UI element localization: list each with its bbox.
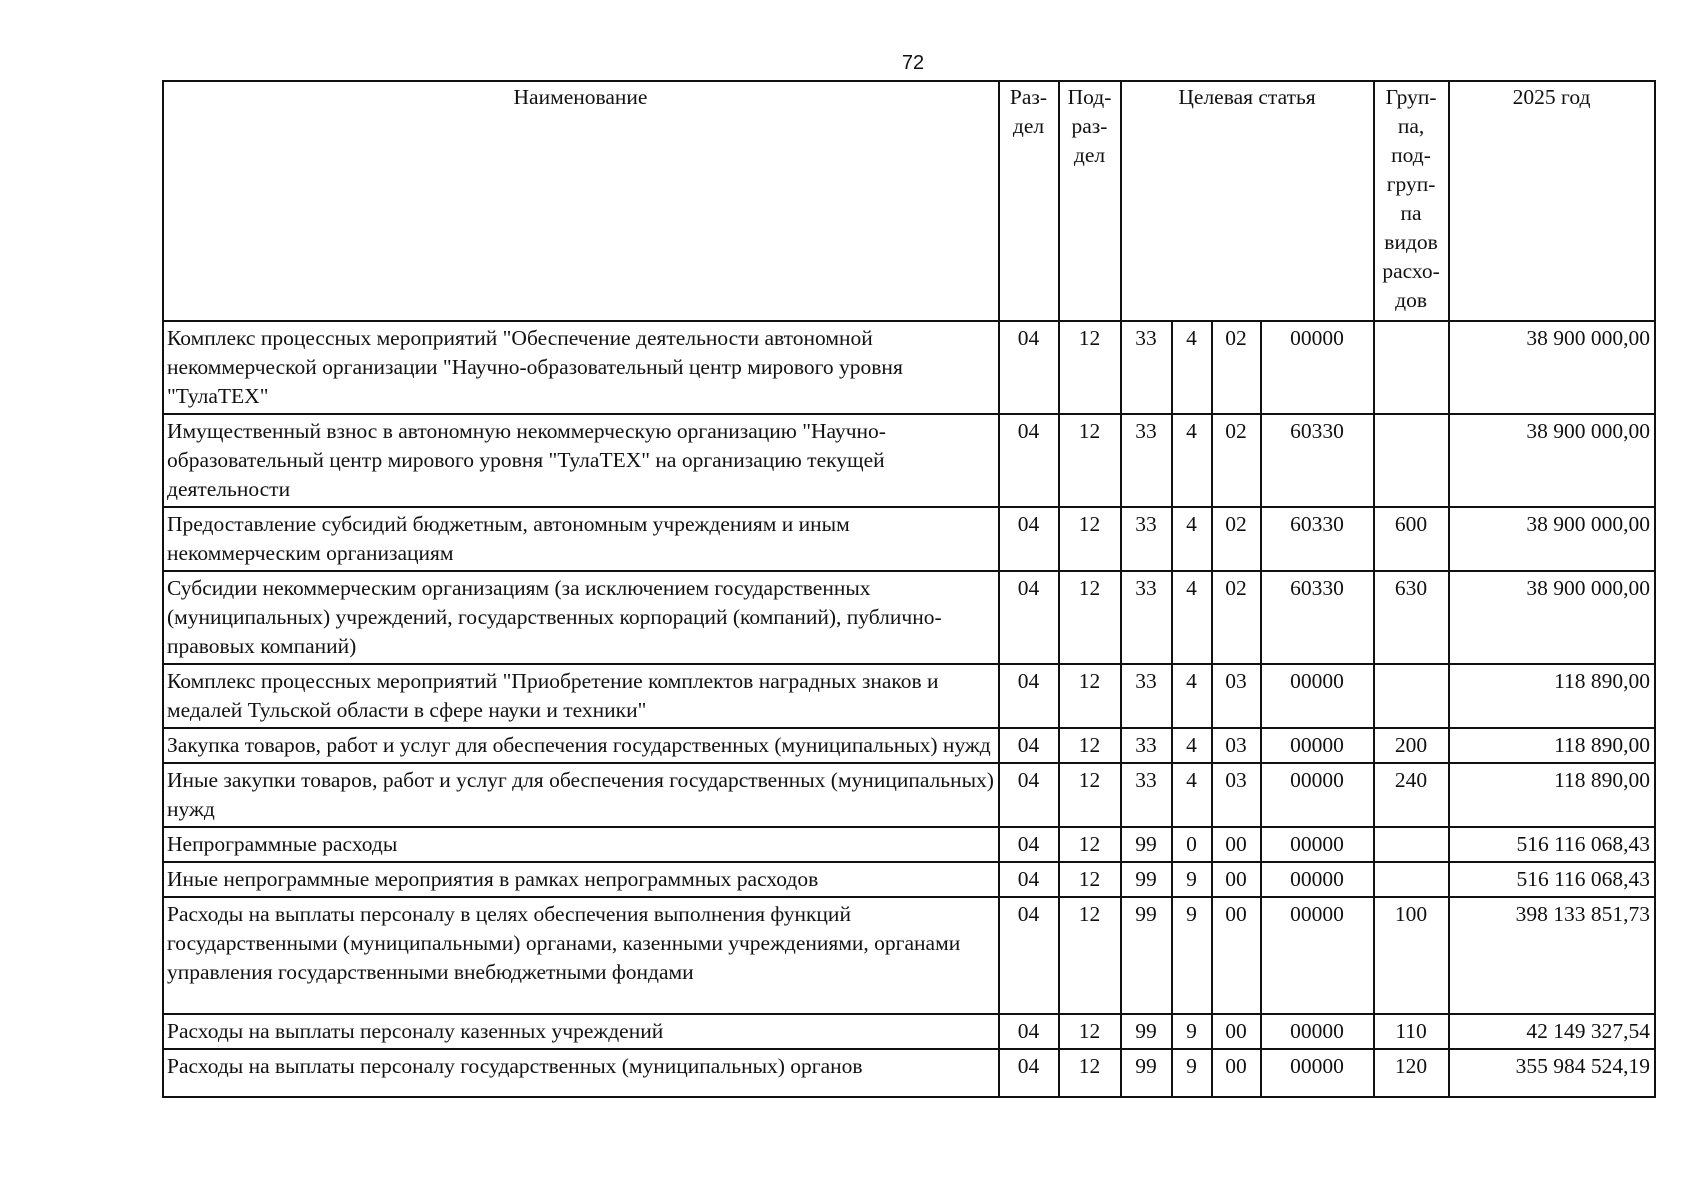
row-expense-group: 120 — [1374, 1049, 1449, 1097]
row-name: Иные закупки товаров, работ и услуг для обеспечения государственных (муниципальных) нужд — [163, 763, 999, 827]
row-target-subprogram: 00 — [1212, 1049, 1261, 1097]
row-target-direction: 00000 — [1261, 763, 1374, 827]
row-target-subprogram: 00 — [1212, 1014, 1261, 1049]
row-name: Закупка товаров, работ и услуг для обеспечения государственных (муниципальных) нужд — [163, 728, 999, 763]
table-row — [163, 728, 1655, 763]
row-amount: 38 900 000,00 — [1449, 321, 1655, 414]
row-podrazdel: 12 — [1059, 571, 1121, 664]
row-target-type: 4 — [1172, 728, 1212, 763]
header-group-line: груп- — [1386, 172, 1436, 196]
table-header-row — [163, 81, 1655, 321]
row-target-type: 4 — [1172, 763, 1212, 827]
header-podrazdel-line: Под- — [1067, 85, 1112, 109]
row-target-subprogram: 02 — [1212, 507, 1261, 571]
row-podrazdel: 12 — [1059, 728, 1121, 763]
budget-table — [162, 80, 1656, 1098]
header-year-2025: 2025 год — [1449, 81, 1655, 321]
row-razdel: 04 — [999, 1049, 1059, 1097]
row-target-program: 33 — [1121, 664, 1172, 728]
table-row — [163, 827, 1655, 862]
row-target-type: 4 — [1172, 321, 1212, 414]
row-expense-group: 630 — [1374, 571, 1449, 664]
row-expense-group: 110 — [1374, 1014, 1449, 1049]
row-target-type: 4 — [1172, 571, 1212, 664]
table-row — [163, 414, 1655, 507]
row-amount: 118 890,00 — [1449, 728, 1655, 763]
header-group-line: дов — [1395, 288, 1427, 312]
row-target-direction: 00000 — [1261, 862, 1374, 897]
row-podrazdel: 12 — [1059, 664, 1121, 728]
row-podrazdel: 12 — [1059, 507, 1121, 571]
row-podrazdel: 12 — [1059, 862, 1121, 897]
row-target-type: 9 — [1172, 1049, 1212, 1097]
row-name: Субсидии некоммерческим организациям (за исключением государственных (муниципальных) учреждений, государственных корпораций (компаний), публично-правовых компаний) — [163, 571, 999, 664]
row-razdel: 04 — [999, 827, 1059, 862]
row-target-program: 99 — [1121, 1049, 1172, 1097]
row-name: Комплекс процессных мероприятий "Обеспечение деятельности автономной некоммерческой организации "Научно-образовательный центр мирового уровня "ТулаТЕХ" — [163, 321, 999, 414]
row-target-program: 33 — [1121, 321, 1172, 414]
row-podrazdel: 12 — [1059, 763, 1121, 827]
row-target-type: 4 — [1172, 507, 1212, 571]
header-group-line: Груп- — [1385, 85, 1437, 109]
row-expense-group — [1374, 414, 1449, 507]
header-podrazdel — [1059, 81, 1121, 321]
header-expense-group — [1374, 81, 1449, 321]
row-target-subprogram: 03 — [1212, 664, 1261, 728]
row-target-program: 99 — [1121, 862, 1172, 897]
row-podrazdel: 12 — [1059, 414, 1121, 507]
row-target-program: 33 — [1121, 414, 1172, 507]
row-podrazdel: 12 — [1059, 897, 1121, 1014]
row-name: Расходы на выплаты персоналу казенных учреждений — [163, 1014, 999, 1049]
header-razdel — [999, 81, 1059, 321]
header-podrazdel-line: раз- — [1071, 114, 1108, 138]
table-row — [163, 321, 1655, 414]
row-name: Расходы на выплаты персоналу в целях обеспечения выполнения функций государственными (муниципальными) органами, казенными учреждениями, органами управления государственными внебюджетными фондами — [163, 897, 999, 1014]
row-target-subprogram: 03 — [1212, 728, 1261, 763]
page-number: 72 — [901, 52, 925, 74]
row-expense-group: 240 — [1374, 763, 1449, 827]
row-target-program: 99 — [1121, 827, 1172, 862]
table-row — [163, 862, 1655, 897]
row-podrazdel: 12 — [1059, 1014, 1121, 1049]
row-name: Иные непрограммные мероприятия в рамках непрограммных расходов — [163, 862, 999, 897]
table-row — [163, 571, 1655, 664]
row-amount: 118 890,00 — [1449, 664, 1655, 728]
row-amount: 118 890,00 — [1449, 763, 1655, 827]
row-name: Непрограммные расходы — [163, 827, 999, 862]
row-amount: 38 900 000,00 — [1449, 571, 1655, 664]
row-expense-group — [1374, 664, 1449, 728]
row-razdel: 04 — [999, 763, 1059, 827]
table-row — [163, 507, 1655, 571]
table-row — [163, 763, 1655, 827]
row-razdel: 04 — [999, 414, 1059, 507]
header-group-line: па, — [1397, 114, 1425, 138]
header-group-line: расхо- — [1382, 259, 1440, 283]
row-razdel: 04 — [999, 507, 1059, 571]
row-target-program: 33 — [1121, 728, 1172, 763]
row-target-direction: 00000 — [1261, 321, 1374, 414]
row-target-subprogram: 02 — [1212, 571, 1261, 664]
row-target-direction: 00000 — [1261, 1014, 1374, 1049]
row-target-direction: 00000 — [1261, 1049, 1374, 1097]
row-razdel: 04 — [999, 664, 1059, 728]
row-razdel: 04 — [999, 1014, 1059, 1049]
row-target-program: 33 — [1121, 507, 1172, 571]
row-name: Имущественный взнос в автономную некоммерческую организацию "Научно-образовательный центр мирового уровня "ТулаТЕХ" на организацию текущей деятельности — [163, 414, 999, 507]
row-target-program: 33 — [1121, 571, 1172, 664]
header-group-line: па — [1400, 201, 1422, 225]
table-row — [163, 664, 1655, 728]
table-row — [163, 1049, 1655, 1097]
row-target-direction: 00000 — [1261, 728, 1374, 763]
row-expense-group — [1374, 862, 1449, 897]
row-target-direction: 00000 — [1261, 664, 1374, 728]
row-name: Предоставление субсидий бюджетным, автономным учреждениям и иным некоммерческим организациям — [163, 507, 999, 571]
row-name: Комплекс процессных мероприятий "Приобретение комплектов наградных знаков и медалей Тульской области в сфере науки и техники" — [163, 664, 999, 728]
header-target-article: Целевая статья — [1121, 81, 1374, 321]
row-amount: 38 900 000,00 — [1449, 507, 1655, 571]
header-razdel-line: дел — [1012, 114, 1045, 138]
row-target-type: 4 — [1172, 414, 1212, 507]
row-target-subprogram: 00 — [1212, 862, 1261, 897]
row-amount: 38 900 000,00 — [1449, 414, 1655, 507]
table-row — [163, 897, 1655, 1014]
header-podrazdel-line: дел — [1073, 143, 1106, 167]
row-target-direction: 00000 — [1261, 827, 1374, 862]
header-razdel-line: Раз- — [1009, 85, 1048, 109]
row-target-subprogram: 02 — [1212, 414, 1261, 507]
row-amount: 42 149 327,54 — [1449, 1014, 1655, 1049]
row-target-type: 0 — [1172, 827, 1212, 862]
row-target-direction: 60330 — [1261, 414, 1374, 507]
row-amount: 516 116 068,43 — [1449, 862, 1655, 897]
row-target-type: 9 — [1172, 1014, 1212, 1049]
row-target-type: 9 — [1172, 897, 1212, 1014]
row-razdel: 04 — [999, 321, 1059, 414]
row-target-direction: 00000 — [1261, 897, 1374, 1014]
row-target-subprogram: 03 — [1212, 763, 1261, 827]
row-target-type: 4 — [1172, 664, 1212, 728]
row-name: Расходы на выплаты персоналу государственных (муниципальных) органов — [163, 1049, 999, 1097]
row-target-direction: 60330 — [1261, 507, 1374, 571]
row-target-subprogram: 02 — [1212, 321, 1261, 414]
row-target-type: 9 — [1172, 862, 1212, 897]
row-amount: 516 116 068,43 — [1449, 827, 1655, 862]
row-expense-group: 200 — [1374, 728, 1449, 763]
row-target-direction: 60330 — [1261, 571, 1374, 664]
header-group-line: видов — [1384, 230, 1438, 254]
row-target-program: 99 — [1121, 1014, 1172, 1049]
row-razdel: 04 — [999, 728, 1059, 763]
row-podrazdel: 12 — [1059, 321, 1121, 414]
row-amount: 398 133 851,73 — [1449, 897, 1655, 1014]
row-expense-group — [1374, 321, 1449, 414]
row-expense-group: 600 — [1374, 507, 1449, 571]
row-amount: 355 984 524,19 — [1449, 1049, 1655, 1097]
row-razdel: 04 — [999, 571, 1059, 664]
row-expense-group — [1374, 827, 1449, 862]
row-podrazdel: 12 — [1059, 1049, 1121, 1097]
row-razdel: 04 — [999, 897, 1059, 1014]
row-podrazdel: 12 — [1059, 827, 1121, 862]
header-group-line: под- — [1391, 143, 1431, 167]
row-razdel: 04 — [999, 862, 1059, 897]
header-name: Наименование — [163, 81, 999, 321]
table-row — [163, 1014, 1655, 1049]
row-target-program: 33 — [1121, 763, 1172, 827]
row-target-program: 99 — [1121, 897, 1172, 1014]
row-target-subprogram: 00 — [1212, 827, 1261, 862]
row-expense-group: 100 — [1374, 897, 1449, 1014]
row-target-subprogram: 00 — [1212, 897, 1261, 1014]
